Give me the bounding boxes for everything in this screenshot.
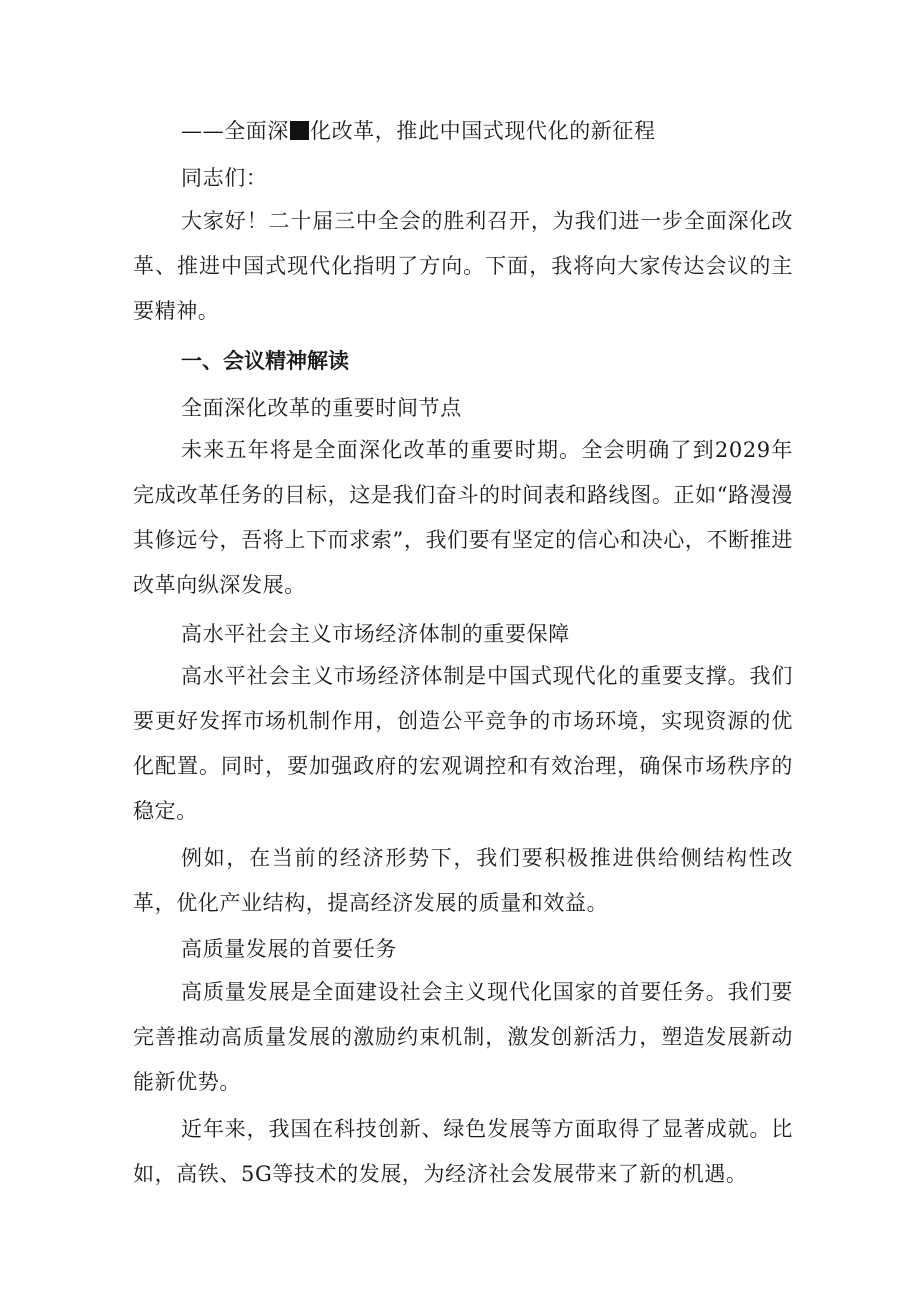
high-quality-example: 近年来，我国在科技创新、绿色发展等方面取得了显著成就。比如，高铁、5G等技术的发展，为经济社会发展带来了新的机遇。: [133, 1117, 793, 1186]
greeting: 同志们：: [181, 166, 268, 190]
subtitle-suffix: 化改革，推此中国式现代化的新征程: [310, 119, 656, 143]
intro-paragraph: 大家好！二十届三中全会的胜利召开，为我们进一步全面深化改革、推进中国式现代化指明了方向。下面，我将向大家传达会议的主要精神。: [133, 209, 793, 323]
redaction-block: [290, 121, 309, 140]
subsection-title-timeline: 全面深化改革的重要时间节点: [181, 396, 462, 420]
market-economy-example: 例如，在当前的经济形势下，我们要积极推进供给侧结构性改革，优化产业结构，提高经济发展的质量和效益。: [133, 846, 793, 915]
document-subtitle: [181, 117, 656, 145]
section-heading: 一、会议精神解读: [181, 349, 349, 373]
market-economy-paragraph: 高水平社会主义市场经济体制是中国式现代化的重要支撑。我们要更好发挥市场机制作用，创造公平竞争的市场环境，实现资源的优化配置。同时，要加强政府的宏观调控和有效治理，确保市场秩序的稳定。: [133, 664, 793, 823]
timeline-paragraph: 未来五年将是全面深化改革的重要时期。全会明确了到2029年完成改革任务的目标，这是我们奋斗的时间表和路线图。正如“路漫漫其修远兮，吾将上下而求索”，我们要有坚定的信心和决心，不断推进改革向纵深发展。: [133, 438, 793, 597]
high-quality-paragraph: 高质量发展是全面建设社会主义现代化国家的首要任务。我们要完善推动高质量发展的激励约束机制，激发创新活力，塑造发展新动能新优势。: [133, 980, 793, 1094]
subsection-title-high-quality: 高质量发展的首要任务: [181, 937, 397, 961]
subsection-title-market-economy: 高水平社会主义市场经济体制的重要保障: [181, 622, 570, 646]
subtitle-prefix: ——全面深: [181, 119, 289, 143]
